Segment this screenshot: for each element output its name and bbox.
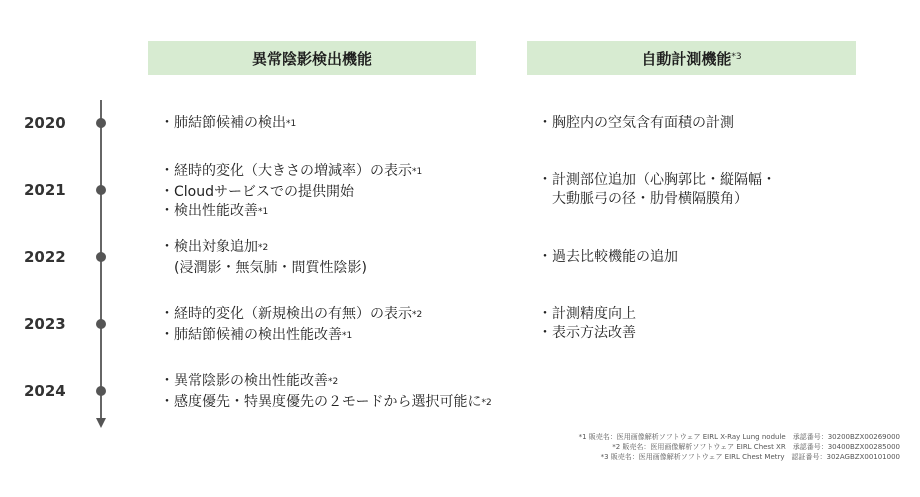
detection-item-text: ・経時的変化（新規検出の有無）の表示 (160, 306, 412, 322)
measurement-item (538, 248, 868, 267)
timeline-dot-2023 (96, 319, 106, 329)
detection-header-label: 異常陰影検出機能 (251, 49, 372, 68)
detection-item-ref: *2 (328, 377, 339, 387)
detection-item-text: ・異常陰影の検出性能改善 (160, 373, 328, 389)
footnotes (579, 432, 900, 462)
timeline-dot-2020 (96, 118, 106, 128)
detection-item (160, 393, 560, 414)
detection-item-ref: *1 (258, 206, 269, 217)
measurement-items-2021 (538, 171, 868, 209)
detection-item-ref: *1 (286, 118, 297, 129)
detection-item-text: ・Cloudサービスでの提供開始 (160, 183, 354, 200)
detection-item-text: ・検出対象追加 (160, 239, 258, 255)
measurement-item (538, 171, 868, 190)
detection-item-text: ・経時的変化（大きさの増減率）の表示 (160, 162, 412, 179)
year-label-2024: 2024 (24, 382, 66, 400)
detection-items-2021 (160, 162, 560, 223)
detection-item-text: ・肺結節候補の検出性能改善 (160, 327, 342, 343)
detection-item (160, 202, 560, 223)
measurement-items-2023 (538, 305, 868, 343)
year-label-2022: 2022 (24, 248, 66, 266)
detection-item-ref: *1 (342, 331, 353, 341)
detection-item-ref: *1 (412, 166, 423, 177)
measurement-header (527, 41, 856, 75)
detection-item (160, 326, 560, 347)
measurement-item-text: ・計測精度向上 (538, 306, 636, 322)
detection-items-2023 (160, 305, 560, 347)
measurement-item-text: ・過去比較機能の追加 (538, 248, 678, 265)
footnote-3: *3 販売名：医用画像解析ソフトウェア EIRL Chest Metry 認証番号：302AGBZX00101000 (600, 453, 900, 461)
measurement-item (538, 190, 868, 209)
footnote-2: *2 販売名：医用画像解析ソフトウェア EIRL Chest XR 承認番号：30400BZX00285000 (612, 443, 900, 451)
detection-item (160, 238, 560, 259)
measurement-item-text: 大動脈弓の径・肋骨横隔膜角） (538, 191, 748, 207)
detection-items-2024 (160, 372, 560, 414)
footnote-1: *1 販売名：医用画像解析ソフトウェア EIRL X-Ray Lung nodule 承認番号：30200BZX00269000 (578, 433, 900, 441)
year-label-2020: 2020 (24, 114, 66, 132)
detection-items-2020 (160, 114, 560, 135)
detection-item (160, 305, 560, 326)
timeline-dot-2022 (96, 252, 106, 262)
measurement-items-2020 (538, 114, 868, 133)
measurement-item-text: ・計測部位追加（心胸郭比・縦隔幅・ (538, 172, 776, 188)
detection-item (160, 162, 560, 183)
year-label-2023: 2023 (24, 315, 66, 333)
detection-item-ref: *2 (258, 243, 269, 253)
detection-item-ref: *2 (481, 398, 492, 408)
detection-item-text: (浸潤影・無気肺・間質性陰影) (160, 260, 367, 276)
measurement-item-text: ・胸腔内の空気含有面積の計測 (538, 114, 734, 131)
detection-item-text: ・肺結節候補の検出 (160, 114, 286, 131)
measurement-item (538, 305, 868, 324)
measurement-item (538, 114, 868, 133)
measurement-header-ref: *3 (731, 52, 742, 62)
detection-item (160, 259, 560, 278)
year-label-2021: 2021 (24, 181, 66, 199)
detection-item (160, 372, 560, 393)
timeline-dot-2021 (96, 185, 106, 195)
measurement-item (538, 324, 868, 343)
detection-item (160, 183, 560, 202)
detection-item-text: ・検出性能改善 (160, 202, 258, 219)
detection-item-ref: *2 (412, 310, 423, 320)
measurement-items-2022 (538, 248, 868, 267)
measurement-header-label: 自動計測機能 (641, 49, 732, 68)
detection-item (160, 114, 560, 135)
timeline-arrow (96, 418, 106, 428)
measurement-item-text: ・表示方法改善 (538, 325, 636, 341)
detection-items-2022 (160, 238, 560, 278)
timeline-dot-2024 (96, 386, 106, 396)
detection-item-text: ・感度優先・特異度優先の２モードから選択可能に (160, 394, 482, 410)
detection-header (148, 41, 476, 75)
